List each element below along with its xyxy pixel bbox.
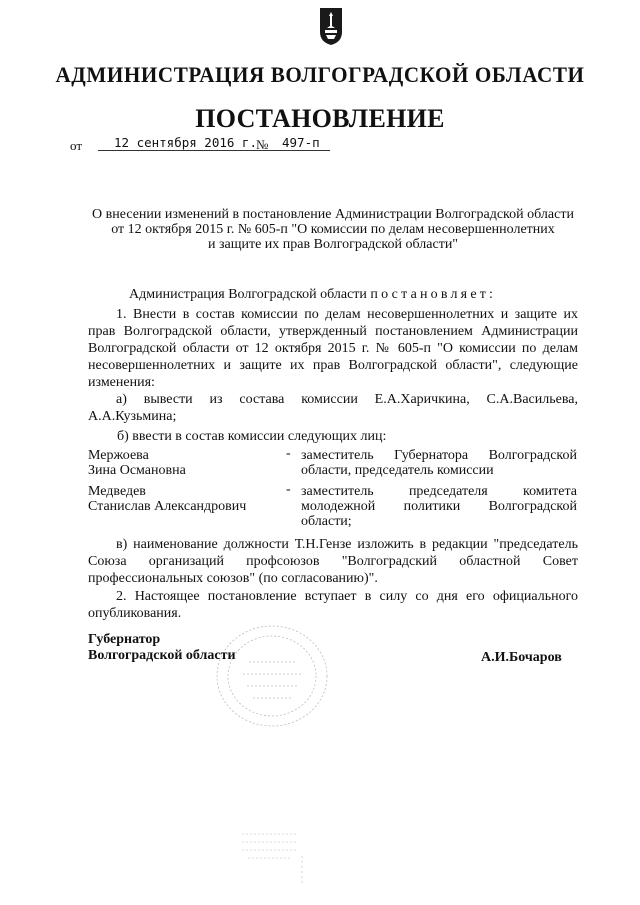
scan-artifact <box>300 856 304 886</box>
intro-paragraph <box>129 287 496 303</box>
paragraph-a: а) вывести из состава комиссии Е.А.Харичкина, С.А.Васильева, А.А.Кузьмина; <box>88 392 578 424</box>
member-dash: - <box>286 482 291 497</box>
coat-of-arms-icon <box>318 6 344 46</box>
member-surname: Мержоева <box>88 448 149 463</box>
subject-line: и защите их прав Волгоградской области" <box>207 237 459 252</box>
member-role: заместитель председателя комитета молодежной политики Волгоградской области; <box>301 484 577 529</box>
number-label: № <box>256 137 269 152</box>
signatory-title-line: Губернатор <box>88 632 161 647</box>
intro-lead: Администрация Волгоградской области <box>129 287 367 302</box>
document-date: 12 сентября 2016 г. <box>98 135 316 151</box>
document-number: 497-п <box>278 135 330 151</box>
signatory-title-line: Волгоградской области <box>88 648 236 663</box>
member-role: заместитель Губернатора Волгоградской области, председатель комиссии <box>301 448 577 478</box>
member-dash: - <box>286 446 291 461</box>
paragraph-1: 1. Внести в состав комиссии по делам несовершеннолетних и защите их прав Волгоградской области, утвержденный постановлением Администрации Волгоградской области от 12 октября 2015 г. № 605-п "О комиссии по делам несовершеннолетних и защите их прав Волгоградской области", следующие изменения: <box>88 307 578 390</box>
date-label: от <box>70 138 83 153</box>
intro-verb: постановляет: <box>370 287 497 302</box>
member-name <box>88 448 288 478</box>
paragraph-v: в) наименование должности Т.Н.Гензе изложить в редакции "председатель Союза организаций профсоюзов "Волгоградский областной Совет профессиональных союзов" (по согласованию)". <box>88 537 578 586</box>
signatory-title <box>88 632 236 664</box>
subject-line: О внесении изменений в постановление Администрации Волгоградской области <box>92 207 574 222</box>
seal-impression <box>238 820 300 876</box>
member-given-name: Зина Османовна <box>88 463 186 478</box>
paragraph-b: б) ввести в состав комиссии следующих лиц: <box>117 429 387 444</box>
subject-line: от 12 октября 2015 г. № 605-п "О комиссии по делам несовершеннолетних <box>111 222 555 237</box>
member-name <box>88 484 288 514</box>
paragraph-2: 2. Настоящее постановление вступает в силу со дня его официального опубликования. <box>88 589 578 621</box>
member-given-name: Станислав Александрович <box>88 499 247 514</box>
organization-title: АДМИНИСТРАЦИЯ ВОЛГОГРАДСКОЙ ОБЛАСТИ <box>55 62 585 87</box>
member-surname: Медведев <box>88 484 146 499</box>
signatory-name: А.И.Бочаров <box>481 650 562 665</box>
document-subject <box>88 207 578 252</box>
document-type: ПОСТАНОВЛЕНИЕ <box>195 104 445 133</box>
